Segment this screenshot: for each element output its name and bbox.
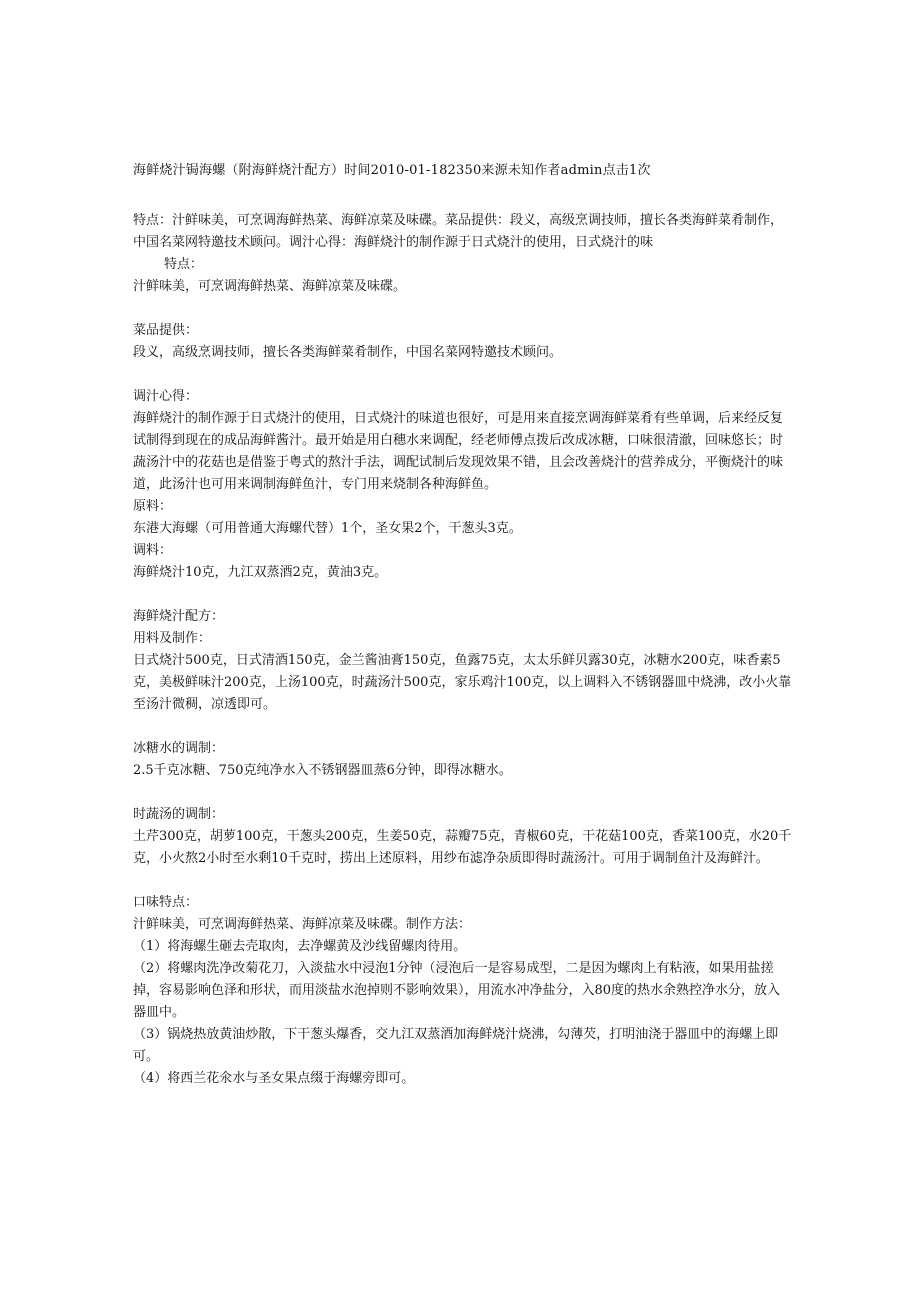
- formula-text: 日式烧汁500克，日式清酒150克，金兰酱油膏150克，鱼露75克，太太乐鲜贝露30克，冰糖水200克，味香素5克，美极鲜味汁200克，上汤100克，时蔬汤汁500克，家乐鸡汁100克，以上调料入不锈钢器皿中烧沸，改小火靠至汤汁微稠，凉透即可。: [133, 653, 792, 712]
- ingredients-heading: 原料：: [133, 499, 173, 514]
- features-heading: 特点：: [164, 257, 204, 272]
- step-2: （2）将螺肉洗净改菊花刀，入淡盐水中浸泡1分钟（浸泡后一是容易成型，二是因为螺肉上有粘液，如果用盐搓掉，容易影响色泽和形状，而用淡盐水泡掉则不影响效果），用流水冲净盐分，入80度的热水余熟控净水分，放入器皿中。: [133, 961, 781, 1020]
- broth-text: 土芹300克，胡萝100克，干葱头200克，生姜50克，蒜瓣75克，青椒60克，干花菇100克，香菜100克，水20千克，小火熬2小时至水剩10千克时，捞出上述原料，用纱布滤净杂质即得时蔬汤汁。可用于调制鱼汁及海鲜汁。: [133, 829, 792, 866]
- step-1: （1）将海螺生砸去壳取肉，去净螺黄及沙线留螺肉待用。: [133, 939, 467, 954]
- intro-paragraph: 特点：汁鲜味美，可烹调海鲜热菜、海鲜凉菜及味碟。菜品提供：段义，高级烹调技师，擅长各类海鲜菜肴制作，中国名菜网特邀技术顾问。调汁心得：海鲜烧汁的制作源于日式烧汁的使用，日式烧汁的味: [133, 213, 784, 250]
- taste-text: 汁鲜味美，可烹调海鲜热菜、海鲜凉菜及味碟。制作方法：: [133, 917, 472, 932]
- experience-heading: 调汁心得：: [133, 389, 199, 404]
- document-title: 海鲜烧汁锔海螺（附海鲜烧汁配方）时间2010-01-182350来源未知作者admin点击1次: [133, 163, 651, 178]
- features-text: 汁鲜味美，可烹调海鲜热菜、海鲜凉菜及味碟。: [133, 279, 407, 294]
- ingredients-text: 东港大海螺（可用普通大海螺代替）1个，圣女果2个，干葱头3克。: [133, 521, 522, 536]
- provider-text: 段义，高级烹调技师，擅长各类海鲜菜肴制作，中国名菜网特邀技术顾问。: [133, 345, 563, 360]
- broth-heading: 时蔬汤的调制：: [133, 807, 225, 822]
- step-4: （4）将西兰花氽水与圣女果点缀于海螺旁即可。: [133, 1071, 415, 1086]
- document-page: [133, 160, 793, 1090]
- seasoning-heading: 调料：: [133, 543, 173, 558]
- formula-subheading: 用料及制作：: [133, 631, 212, 646]
- provider-heading: 菜品提供：: [133, 323, 199, 338]
- syrup-heading: 冰糖水的调制：: [133, 741, 225, 756]
- experience-text: 海鲜烧汁的制作源于日式烧汁的使用，日式烧汁的味道也很好，可是用来直接烹调海鲜菜肴有些单调，后来经反复试制得到现在的成品海鲜酱汁。最开始是用白穗水来调配，经老师傅点拨后改成冰糖，口味很清澈，回味悠长；时蔬汤汁中的花菇也是借鉴于粤式的熬汁手法，调配试制后发现效果不错，且会改善烧汁的营养成分，平衡烧汁的味道，此汤汁也可用来调制海鲜鱼汁，专门用来烧制各种海鲜鱼。: [133, 411, 784, 492]
- seasoning-text: 海鲜烧汁10克，九江双蒸酒2克，黄油3克。: [133, 565, 388, 580]
- step-3: （3）锅烧热放黄油炒散，下干葱头爆香，交九江双蒸酒加海鲜烧汁烧沸，勾薄芡，打明油浇于器皿中的海螺上即可。: [133, 1027, 779, 1064]
- formula-heading: 海鲜烧汁配方：: [133, 609, 225, 624]
- syrup-text: 2.5千克冰糖、750克纯净水入不锈钢器皿蒸6分钟，即得冰糖水。: [133, 763, 512, 778]
- taste-heading: 口味特点：: [133, 895, 199, 910]
